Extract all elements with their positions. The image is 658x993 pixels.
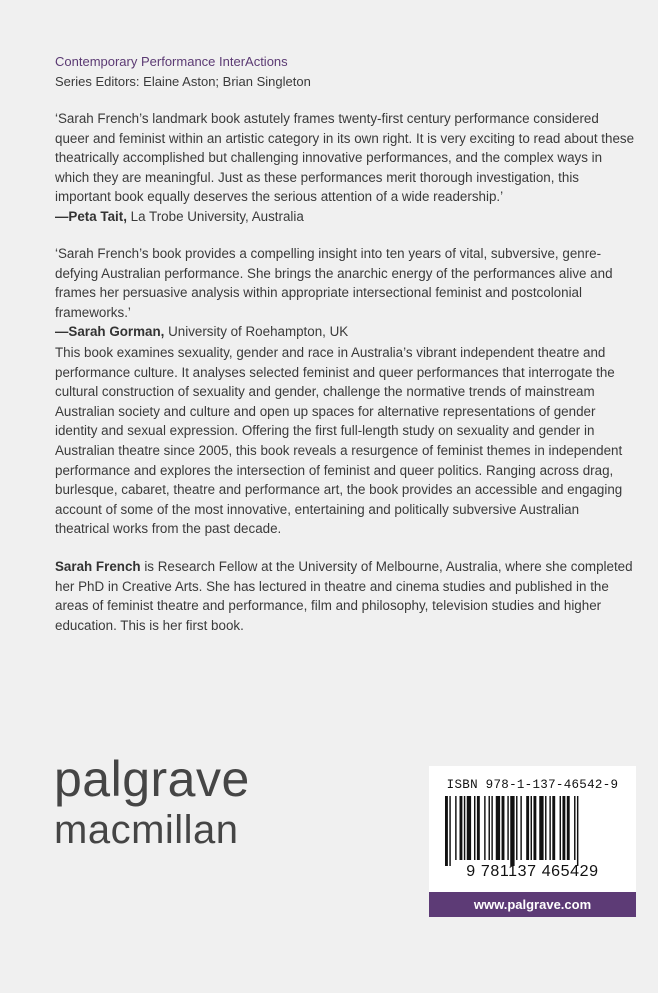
quote-attribution <box>55 207 635 227</box>
logo-macmillan: macmillan <box>54 808 239 852</box>
series-info <box>55 52 311 92</box>
barcode-bar <box>445 796 448 866</box>
barcode-bar <box>567 796 570 860</box>
barcode-bar <box>489 796 490 860</box>
barcode-bar <box>464 796 465 860</box>
quote-affiliation: University of Roehampton, UK <box>164 324 349 340</box>
publisher-logo <box>54 752 250 852</box>
barcode-bar <box>549 796 550 860</box>
logo-palgrave: palgrave <box>54 751 250 807</box>
barcode-bar <box>455 796 456 860</box>
quote-author: —Peta Tait, <box>55 208 127 224</box>
barcode-bar <box>526 796 529 860</box>
quote-text: ‘Sarah French’s landmark book astutely frames twenty-first century performance considered queer and feminist within an artistic category in its own right. It is very exciting to read about these theatrically accomplished but challenging innovative performances, and the complex ways in which they are meaningful. Just as these performances merit thorough investigation, this important book equally deserves the serious attention of a wide readership.’ <box>55 111 635 205</box>
barcode-bar <box>520 796 521 860</box>
quote-text: ‘Sarah French’s book provides a compelling insight into ten years of vital, subversive, genre-defying Australian performance. She brings the anarchic energy of the performances alive and frames her persuasive analysis within appropriate intersectional feminist and postcolonial frameworks.’ <box>55 246 613 320</box>
series-title: Contemporary Performance InterActions <box>55 54 288 69</box>
quote-author: —Sarah Gorman, <box>55 324 165 340</box>
barcode-bar <box>577 796 578 866</box>
barcode-bar <box>560 796 561 860</box>
publisher-url: www.palgrave.com <box>429 892 636 917</box>
barcode-bar <box>533 796 536 860</box>
barcode-bar <box>467 796 471 860</box>
barcode-bar <box>562 796 565 860</box>
endorsement-quote-1 <box>55 109 635 227</box>
endorsement-quote-2 <box>55 244 635 342</box>
barcode-bar <box>449 796 450 866</box>
barcode-bar <box>539 796 543 860</box>
isbn-label: ISBN 978-1-137-46542-9 <box>446 778 619 792</box>
barcode-bar <box>477 796 480 860</box>
barcode-bar <box>574 796 575 860</box>
book-description: This book examines sexuality, gender and race in Australia’s vibrant independent theatre and performance culture. It analyses selected feminist and queer performances that interrogate the cultural construction of sexuality and gender, challenge the normative trends of mainstream Australian society and culture and open up spaces for alternative representations of gender identity and sexual expression. Offering the first full-length study on sexuality and gender in Australian theatre since 2005, this book reveals a resurgence of feminist themes in independent performance and explores the intersection of feminist and queer politics. Ranging across drag, burlesque, cabaret, theatre and performance art, the book provides an accessible and engaging account of some of the most innovative, entertaining and politically subversive Australian theatrical works from the past decade. <box>55 345 623 537</box>
barcode-digits: 9 781137 465429 <box>466 863 599 880</box>
barcode-bar <box>531 796 532 860</box>
isbn-barcode <box>429 766 636 892</box>
barcode-bar <box>516 796 517 860</box>
author-name: Sarah French <box>55 559 141 574</box>
quote-attribution <box>55 322 635 342</box>
barcode-bar <box>474 796 475 860</box>
barcode-bar <box>552 796 555 860</box>
series-editors: Series Editors: Elaine Aston; Brian Singleton <box>55 74 311 89</box>
quote-affiliation: La Trobe University, Australia <box>126 208 304 224</box>
barcode-bar <box>502 796 505 860</box>
barcode-bar <box>545 796 546 860</box>
barcode-bar <box>460 796 463 860</box>
author-bio-text: is Research Fellow at the University of Melbourne, Australia, where she completed her PhD in Creative Arts. She has lectured in theatre and cinema studies and published in the areas of feminist theatre and performance, film and philosophy, television studies and higher education. This is her first book. <box>55 559 633 633</box>
barcode-bar <box>491 796 492 860</box>
barcode-icon <box>445 796 620 866</box>
barcode-bar <box>496 796 500 860</box>
barcode-bar <box>484 796 485 860</box>
barcode-bar <box>510 796 514 866</box>
author-bio <box>55 557 635 635</box>
barcode-bar <box>507 796 508 860</box>
